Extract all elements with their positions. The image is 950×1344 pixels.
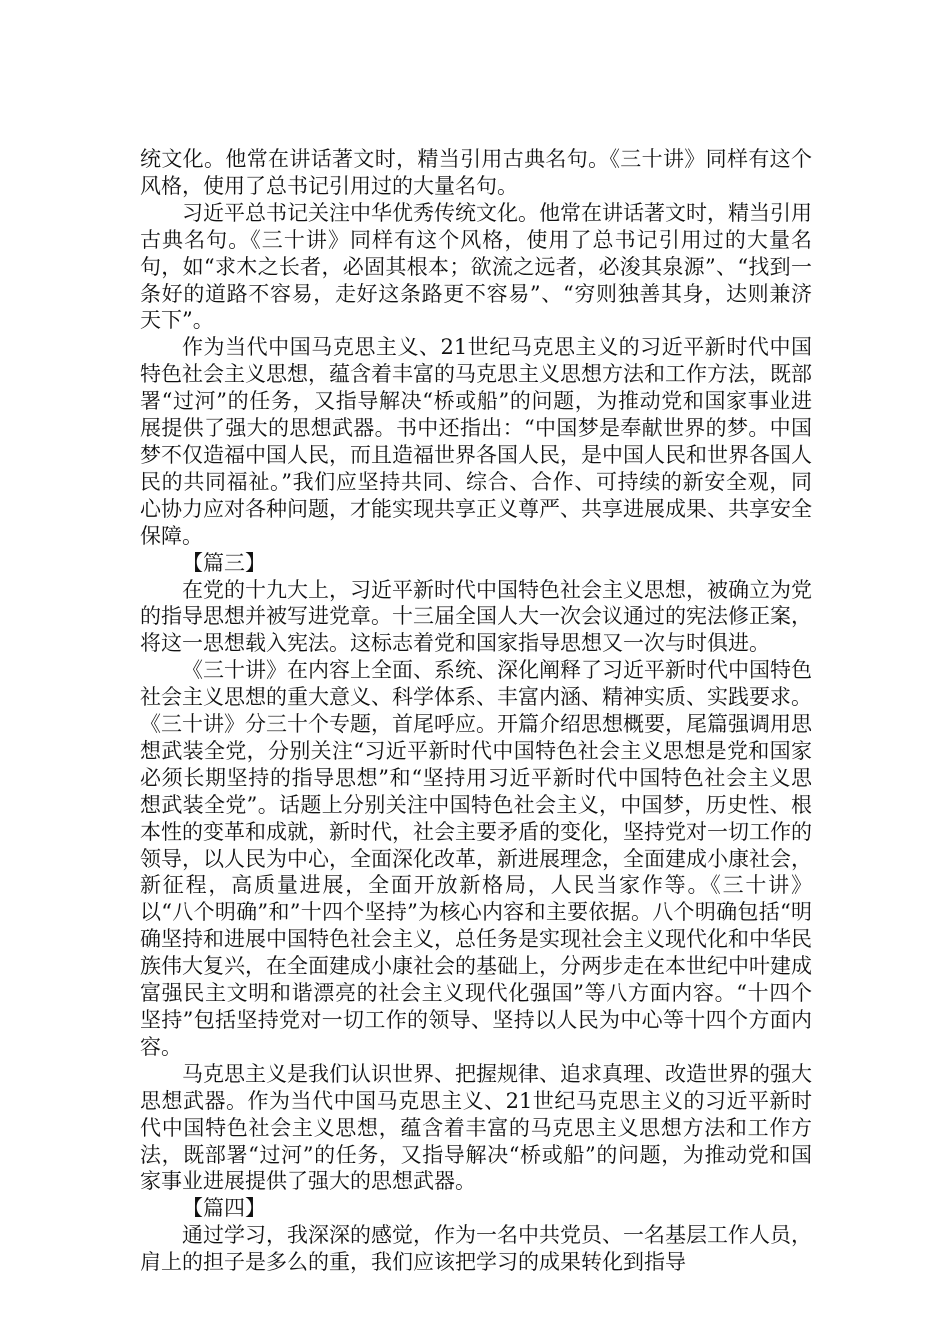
paragraph: 作为当代中国马克思主义、21世纪马克思主义的习近平新时代中国特色社会主义思想，蕴含着丰富的马克思主义思想方法和工作方法，既部署“过河”的任务，又指导解决“桥或船”的问题，为推动党和国家事业进展提供了强大的思想武器。书中还指出：“中国梦是奉献世界的梦。中国梦不仅造福中国人民，而且造福世界各国人民，是中国人民和世界各国人民的共同福祉。”我们应坚持共同、综合、合作、可持续的新安全观，同心协力应对各种问题，才能实现共享正义尊严、共享进展成果、共享安全保障。 — [140, 335, 812, 548]
paragraph: 马克思主义是我们认识世界、把握规律、追求真理、改造世界的强大思想武器。作为当代中国马克思主义、21世纪马克思主义的习近平新时代中国特色社会主义思想，蕴含着丰富的马克思主义思想方法和工作方法，既部署“过河”的任务，又指导解决“桥或船”的问题，为推动党和国家事业进展提供了强大的思想武器。 — [140, 1061, 812, 1194]
document-page — [140, 146, 812, 1276]
paragraph: 在党的十九大上，习近平新时代中国特色社会主义思想，被确立为党的指导思想并被写进党章。十三届全国人大一次会议通过的宪法修正案，将这一思想载入宪法。这标志着党和国家指导思想又一次与时俱进。 — [140, 577, 812, 656]
paragraph: 通过学习，我深深的感觉，作为一名中共党员、一名基层工作人员，肩上的担子是多么的重，我们应该把学习的成果转化到指导 — [140, 1223, 812, 1275]
paragraph: 习近平总书记关注中华优秀传统文化。他常在讲话著文时，精当引用古典名句。《三十讲》同样有这个风格，使用了总书记引用过的大量名句，如“求木之长者，必固其根本；欲流之远者，必浚其泉源”、“找到一条好的道路不容易，走好这条路更不容易”、“穷则独善其身，达则兼济天下”。 — [140, 200, 812, 333]
section-heading-part4: 【篇四】 — [182, 1196, 266, 1221]
paragraph: 《三十讲》在内容上全面、系统、深化阐释了习近平新时代中国特色社会主义思想的重大意义、科学体系、丰富内涵、精神实质、实践要求。《三十讲》分三十个专题，首尾呼应。开篇介绍思想概要，尾篇强调用思想武装全党，分别关注“习近平新时代中国特色社会主义思想是党和国家必须长期坚持的指导思想”和“坚持用习近平新时代中国特色社会主义思想武装全党”。话题上分别关注中国特色社会主义，中国梦，历史性、根本性的变革和成就，新时代，社会主要矛盾的变化，坚持党对一切工作的领导，以人民为中心，全面深化改革，新进展理念，全面建成小康社会，新征程，高质量进展，全面开放新格局，人民当家作等。《三十讲》以“八个明确”和”十四个坚持”为核心内容和主要依据。八个明确包括“明确坚持和进展中国特色社会主义，总任务是实现社会主义现代化和中华民族伟大复兴，在全面建成小康社会的基础上，分两步走在本世纪中叶建成富强民主文明和谐漂亮的社会主义现代化强国”等八方面内容。“十四个坚持”包括坚持党对一切工作的领导、坚持以人民为中心等十四个方面内容。 — [140, 658, 812, 1059]
section-heading-part3: 【篇三】 — [182, 550, 266, 575]
paragraph-continuation: 统文化。他常在讲话著文时，精当引用古典名句。《三十讲》同样有这个风格，使用了总书记引用过的大量名句。 — [140, 147, 812, 198]
